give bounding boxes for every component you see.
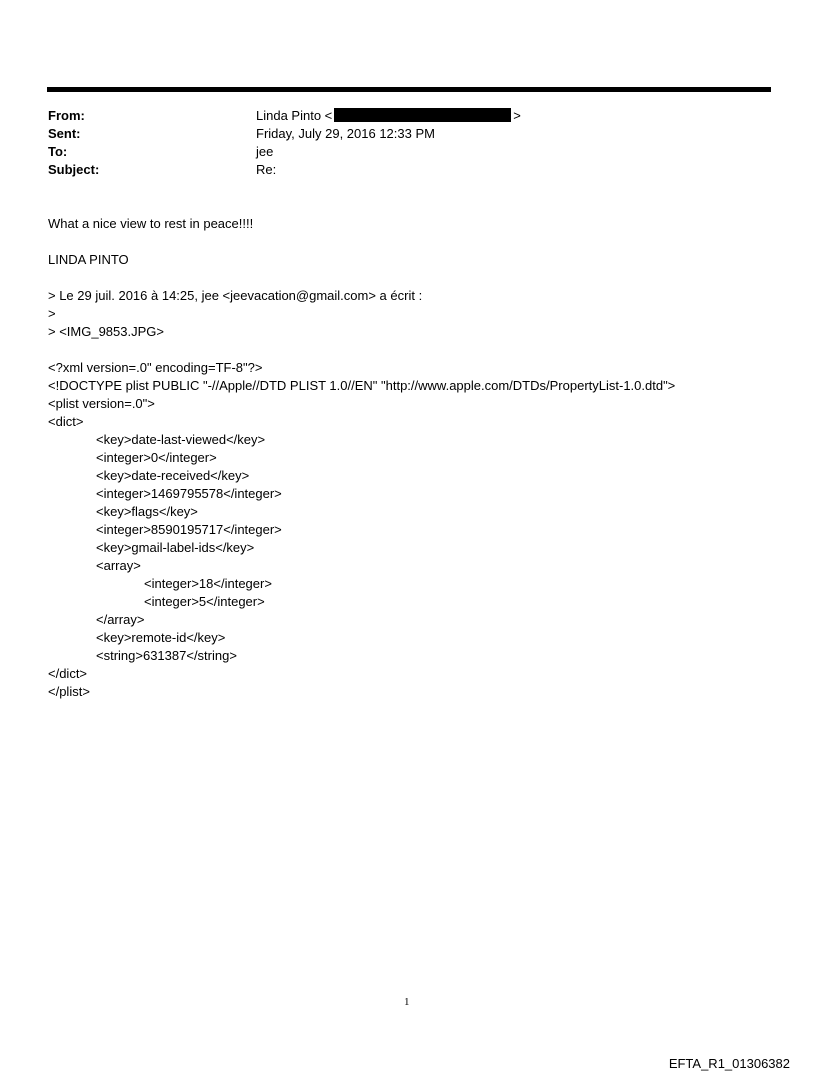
quote-line: > Le 29 juil. 2016 à 14:25, jee <jeevacation@gmail.com> a écrit : bbox=[48, 288, 423, 303]
sent-label: Sent: bbox=[48, 126, 81, 141]
from-value bbox=[256, 107, 521, 125]
page-number: 1 bbox=[404, 996, 410, 1008]
from-close: > bbox=[513, 108, 521, 123]
plist-line: </array> bbox=[96, 612, 145, 627]
plist-line: <integer>5</integer> bbox=[144, 594, 265, 609]
plist-line: <key>remote-id</key> bbox=[96, 630, 226, 645]
plist-line: </dict> bbox=[48, 666, 88, 681]
quote-line: > bbox=[48, 306, 56, 321]
from-label: From: bbox=[48, 108, 85, 123]
plist-line: <string>631387</string> bbox=[96, 648, 237, 663]
message-text: What a nice view to rest in peace!!!! bbox=[48, 216, 254, 231]
sent-value: Friday, July 29, 2016 12:33 PM bbox=[256, 126, 435, 141]
plist-line: <integer>18</integer> bbox=[144, 576, 272, 591]
bates-number: EFTA_R1_01306382 bbox=[668, 1056, 790, 1071]
plist-line: <key>gmail-label-ids</key> bbox=[96, 540, 255, 555]
quote-line: > <IMG_9853.JPG> bbox=[48, 324, 164, 339]
to-value: jee bbox=[256, 144, 274, 159]
plist-line: <dict> bbox=[48, 414, 84, 429]
plist-line: <array> bbox=[96, 558, 141, 573]
plist-line: <key>flags</key> bbox=[96, 504, 198, 519]
plist-line: <integer>0</integer> bbox=[96, 450, 217, 465]
plist-line: <!DOCTYPE plist PUBLIC "-//Apple//DTD PLIST 1.0//EN" "http://www.apple.com/DTDs/PropertyList-1.0.dtd"> bbox=[48, 378, 676, 393]
redaction-box bbox=[334, 108, 511, 122]
to-label: To: bbox=[48, 144, 68, 159]
subject-label: Subject: bbox=[48, 162, 100, 177]
signature: LINDA PINTO bbox=[48, 252, 129, 267]
header-rule bbox=[47, 87, 771, 92]
plist-line: <key>date-received</key> bbox=[96, 468, 250, 483]
plist-line: <integer>1469795578</integer> bbox=[96, 486, 282, 501]
plist-line: <integer>8590195717</integer> bbox=[96, 522, 282, 537]
subject-value: Re: bbox=[256, 162, 277, 177]
plist-line: <plist version=.0"> bbox=[48, 396, 155, 411]
from-name: Linda Pinto < bbox=[256, 108, 333, 123]
plist-line: <?xml version=.0" encoding=TF-8"?> bbox=[48, 360, 263, 375]
plist-line: <key>date-last-viewed</key> bbox=[96, 432, 266, 447]
plist-line: </plist> bbox=[48, 684, 90, 699]
